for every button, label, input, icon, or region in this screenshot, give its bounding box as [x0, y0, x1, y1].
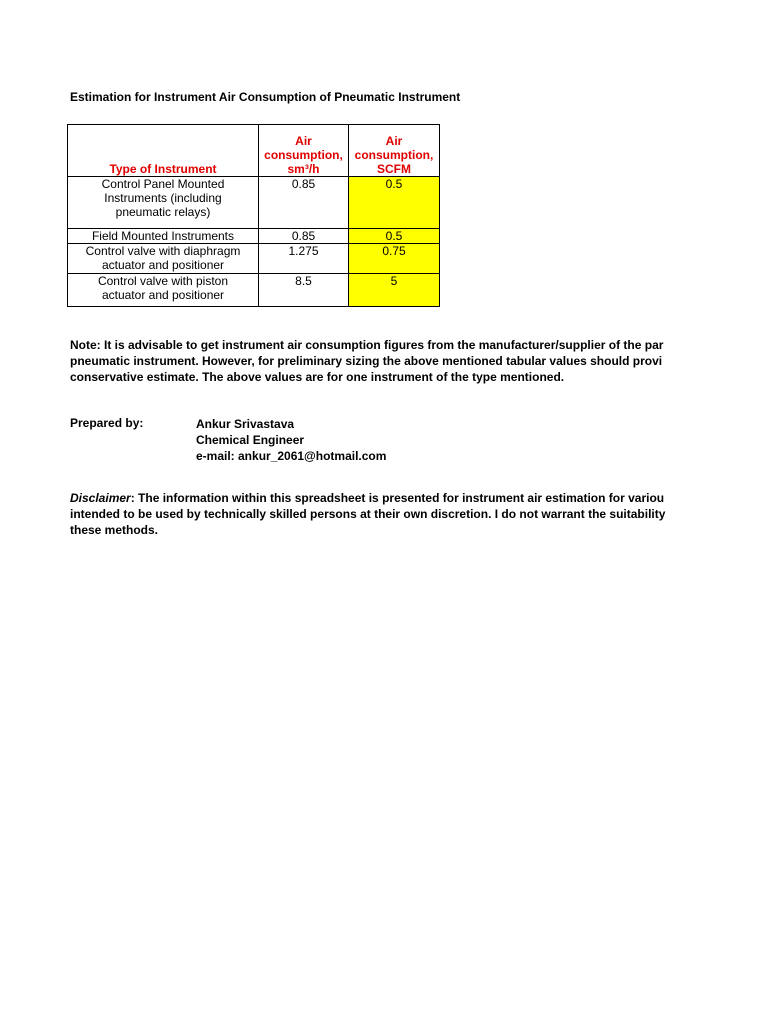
air-consumption-table: [67, 124, 440, 307]
header-sm3-line-1: Air: [295, 134, 312, 148]
disclaimer-line-1: : The information within this spreadsheet is presented for instrument air estimation for variou: [130, 491, 665, 505]
note-paragraph: [70, 337, 688, 385]
note-line: pneumatic instrument. However, for preliminary sizing the above mentioned tabular values should provi: [70, 354, 663, 368]
header-air-consumption-sm3h: [259, 125, 349, 177]
type-line: actuator and positioner: [101, 258, 225, 272]
header-scfm-line-2: consumption,: [354, 148, 434, 162]
disclaimer-line: [70, 490, 688, 506]
sheet-title: Estimation for Instrument Air Consumption of Pneumatic Instrument: [70, 90, 461, 104]
note-line: conservative estimate. The above values are for one instrument of the type mentioned.: [70, 370, 565, 384]
disclaimer-paragraph: [70, 490, 688, 538]
table-row: [68, 229, 440, 244]
cell-sm3h[interactable]: 0.85: [259, 177, 349, 229]
type-line: Field Mounted Instruments: [91, 229, 235, 243]
cell-instrument-type[interactable]: [68, 177, 259, 229]
cell-sm3h[interactable]: 8.5: [259, 274, 349, 307]
header-type-of-instrument: [68, 125, 259, 177]
disclaimer-line: intended to be used by technically skilled persons at their own discretion. I do not warrant the suitability: [70, 507, 666, 521]
prepared-by-details: [196, 416, 386, 464]
cell-scfm[interactable]: 0.5: [349, 229, 440, 244]
cell-sm3h[interactable]: 1.275: [259, 244, 349, 274]
type-line: Control valve with piston: [97, 274, 229, 288]
header-type-label: Type of Instrument: [109, 162, 217, 176]
header-sm3-line-2: consumption,: [264, 148, 343, 162]
cell-scfm[interactable]: 0.5: [349, 177, 440, 229]
cell-instrument-type[interactable]: [68, 274, 259, 307]
table-row: [68, 244, 440, 274]
disclaimer-line: these methods.: [70, 523, 159, 537]
header-scfm-line-3: SCFM: [377, 162, 411, 176]
cell-instrument-type[interactable]: [68, 229, 259, 244]
prepared-by-label: Prepared by:: [70, 416, 144, 430]
type-line: actuator and positioner: [101, 288, 225, 302]
cell-scfm[interactable]: 5: [349, 274, 440, 307]
table-row: [68, 274, 440, 307]
table-row: [68, 177, 440, 229]
type-line: Control Panel Mounted: [101, 177, 225, 191]
header-scfm-line-1: Air: [385, 134, 403, 148]
type-line: Instruments (including: [104, 191, 222, 205]
table-header-row: [68, 125, 440, 177]
author-name: Ankur Srivastava: [196, 417, 295, 431]
type-line: pneumatic relays): [115, 205, 211, 219]
author-role: Chemical Engineer: [196, 433, 305, 447]
header-sm3-line-3: sm³/h: [287, 162, 320, 176]
note-line: Note: It is advisable to get instrument air consumption figures from the manufacturer/supplier of the par: [70, 338, 664, 352]
header-air-consumption-scfm: [349, 125, 440, 177]
cell-scfm[interactable]: 0.75: [349, 244, 440, 274]
cell-instrument-type[interactable]: [68, 244, 259, 274]
disclaimer-lead: Disclaimer: [70, 491, 131, 505]
author-email: e-mail: ankur_2061@hotmail.com: [196, 449, 387, 463]
cell-sm3h[interactable]: 0.85: [259, 229, 349, 244]
type-line: Control valve with diaphragm: [85, 244, 241, 258]
